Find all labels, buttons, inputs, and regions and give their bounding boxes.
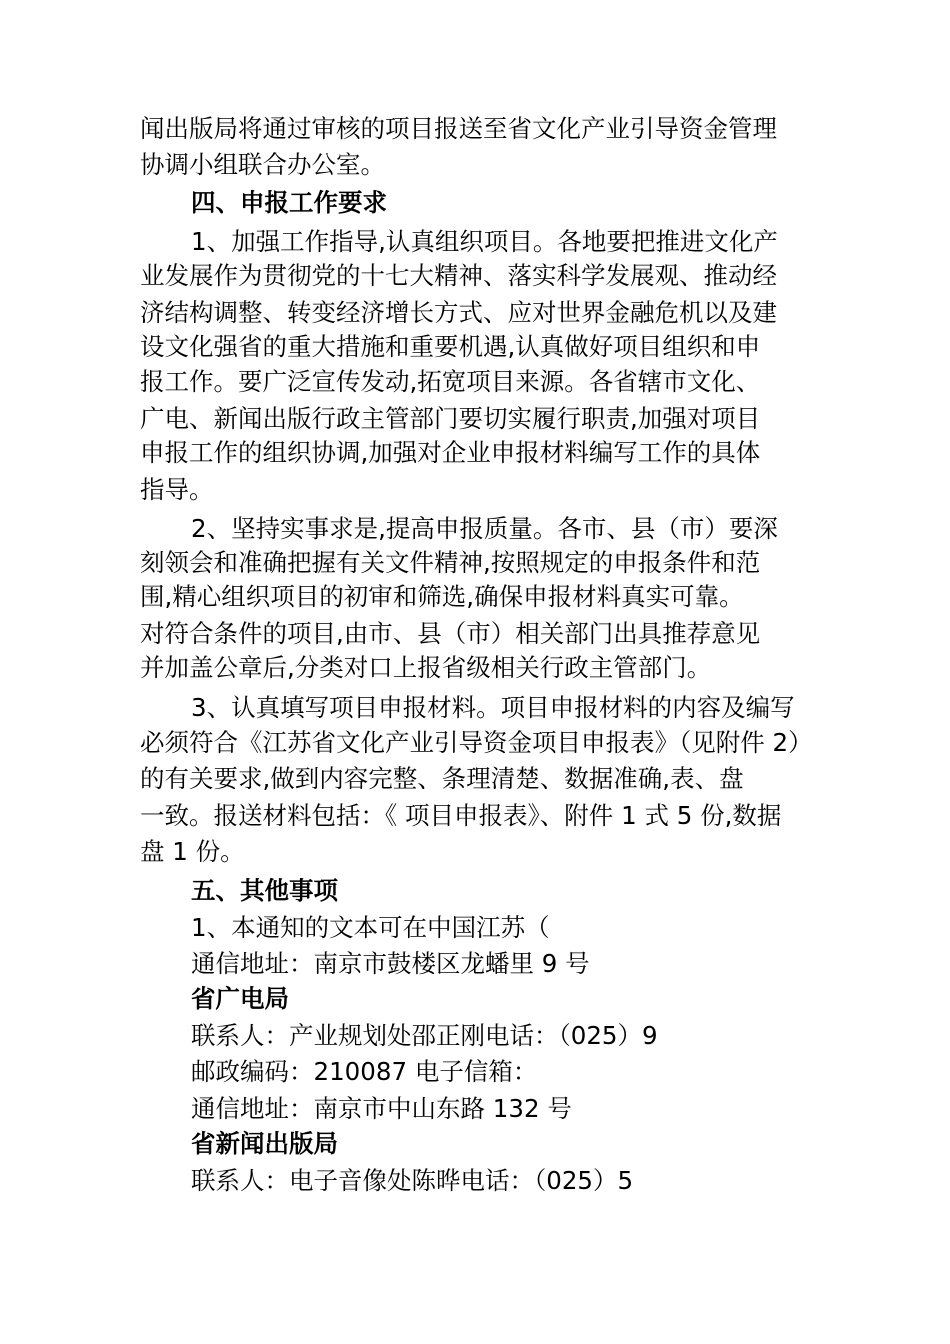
item-2-line-4: 对符合条件的项目,由市、县（市）相关部门出具推荐意见 [140,619,761,648]
section-heading-5: 五、其他事项 [191,876,338,905]
section-heading-4: 四、申报工作要求 [191,188,387,217]
item-2-line-2: 刻领会和准确把握有关文件精神,按照规定的申报条件和范 [140,548,761,577]
paragraph-line-2: 协调小组联合办公室。 [140,150,385,179]
item-1-line-6: 广电、新闻出版行政主管部门要切实履行职责,加强对项目 [140,404,761,433]
contact-line-2: 联系人：电子音像处陈晔电话：（025）5 [191,1166,634,1195]
item-1-line-1: 1、加强工作指导,认真组织项目。各地要把推进文化产 [191,227,778,256]
contact-line-1: 联系人：产业规划处邵正刚电话：（025）9 [191,1021,658,1050]
address-line-2: 通信地址：南京市中山东路 132 号 [191,1094,572,1123]
item-1-line-3: 济结构调整、转变经济增长方式、应对世界金融危机以及建 [140,298,777,327]
item-1-line-4: 设文化强省的重大措施和重要机遇,认真做好项目组织和申 [140,332,761,361]
item-1-line-7: 申报工作的组织协调,加强对企业申报材料编写工作的具体 [140,438,761,467]
item-2-line-1: 2、坚持实事求是,提高申报质量。各市、县（市）要深 [191,514,778,543]
org-heading-press: 省新闻出版局 [191,1129,338,1158]
item-1-line-2: 业发展作为贯彻党的十七大精神、落实科学发展观、推动经 [140,261,777,290]
item-3-line-1: 3、认真填写项目申报材料。项目申报材料的内容及编写 [191,693,795,722]
item-3-line-3: 的有关要求,做到内容完整、条理清楚、数据准确,表、盘 [140,764,744,793]
item-3-line-2: 必须符合《江苏省文化产业引导资金项目申报表》（见附件 2） [140,728,813,757]
address-line-1: 通信地址：南京市鼓楼区龙蟠里 9 号 [191,949,590,978]
notice-text-line: 1、本通知的文本可在中国江苏（ [191,913,550,942]
item-3-line-5: 盘 1 份。 [140,837,245,866]
item-1-line-8: 指导。 [140,475,214,504]
postcode-line: 邮政编码：210087 电子信箱： [191,1057,538,1086]
item-2-line-5: 并加盖公章后,分类对口上报省级相关行政主管部门。 [140,653,712,682]
item-3-line-4: 一致。报送材料包括：《 项目申报表》、附件 1 式 5 份,数据 [140,801,782,830]
org-heading-radio-tv: 省广电局 [191,984,289,1013]
item-2-line-3: 围,精心组织项目的初审和筛选,确保申报材料真实可靠。 [140,582,744,611]
paragraph-line-1: 闻出版局将通过审核的项目报送至省文化产业引导资金管理 [140,114,777,143]
item-1-line-5: 报工作。要广泛宣传发动,拓宽项目来源。各省辖市文化、 [140,367,761,396]
